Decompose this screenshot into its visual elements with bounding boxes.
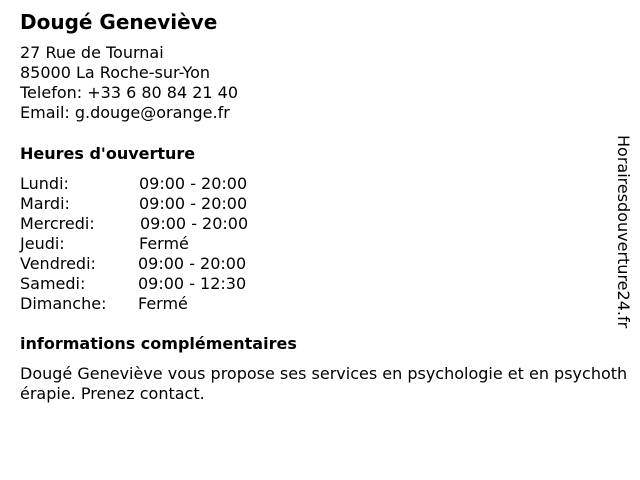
time-value: Fermé xyxy=(138,294,188,313)
hours-row-wednesday xyxy=(20,214,280,234)
time-value: 09:00 - 12:30 xyxy=(138,274,247,293)
opening-hours-list xyxy=(20,174,280,314)
day-label: Lundi: xyxy=(20,174,69,193)
additional-info-text: Dougé Geneviève vous propose ses services en psychologie et en psychothérapie. Prenez contact. xyxy=(20,364,628,403)
phone-number: Telefon: +33 6 80 84 21 40 xyxy=(20,83,239,102)
day-label: Mardi: xyxy=(20,194,70,213)
city-address: 85000 La Roche-sur-Yon xyxy=(20,63,211,82)
hours-row-sunday xyxy=(20,294,280,314)
opening-hours-heading: Heures d'ouverture xyxy=(20,144,196,163)
day-label: Jeudi: xyxy=(20,234,65,253)
day-label: Mercredi: xyxy=(20,214,95,233)
time-value: 09:00 - 20:00 xyxy=(139,194,248,213)
contact-block xyxy=(20,43,238,123)
email-address: Email: g.douge@orange.fr xyxy=(20,103,230,122)
additional-info-heading: informations complémentaires xyxy=(20,334,297,353)
time-value: Fermé xyxy=(139,234,189,253)
hours-row-monday xyxy=(20,174,280,194)
hours-row-thursday xyxy=(20,234,280,254)
time-value: 09:00 - 20:00 xyxy=(139,174,248,193)
day-label: Vendredi: xyxy=(20,254,96,273)
street-address: 27 Rue de Tournai xyxy=(20,43,164,62)
hours-row-friday xyxy=(20,254,280,274)
site-watermark: Horairesdouverture24.fr xyxy=(614,135,633,329)
hours-row-tuesday xyxy=(20,194,280,214)
business-name: Dougé Geneviève xyxy=(20,10,218,34)
hours-row-saturday xyxy=(20,274,280,294)
day-label: Dimanche: xyxy=(20,294,107,313)
day-label: Samedi: xyxy=(20,274,86,293)
time-value: 09:00 - 20:00 xyxy=(138,254,247,273)
time-value: 09:00 - 20:00 xyxy=(140,214,249,233)
